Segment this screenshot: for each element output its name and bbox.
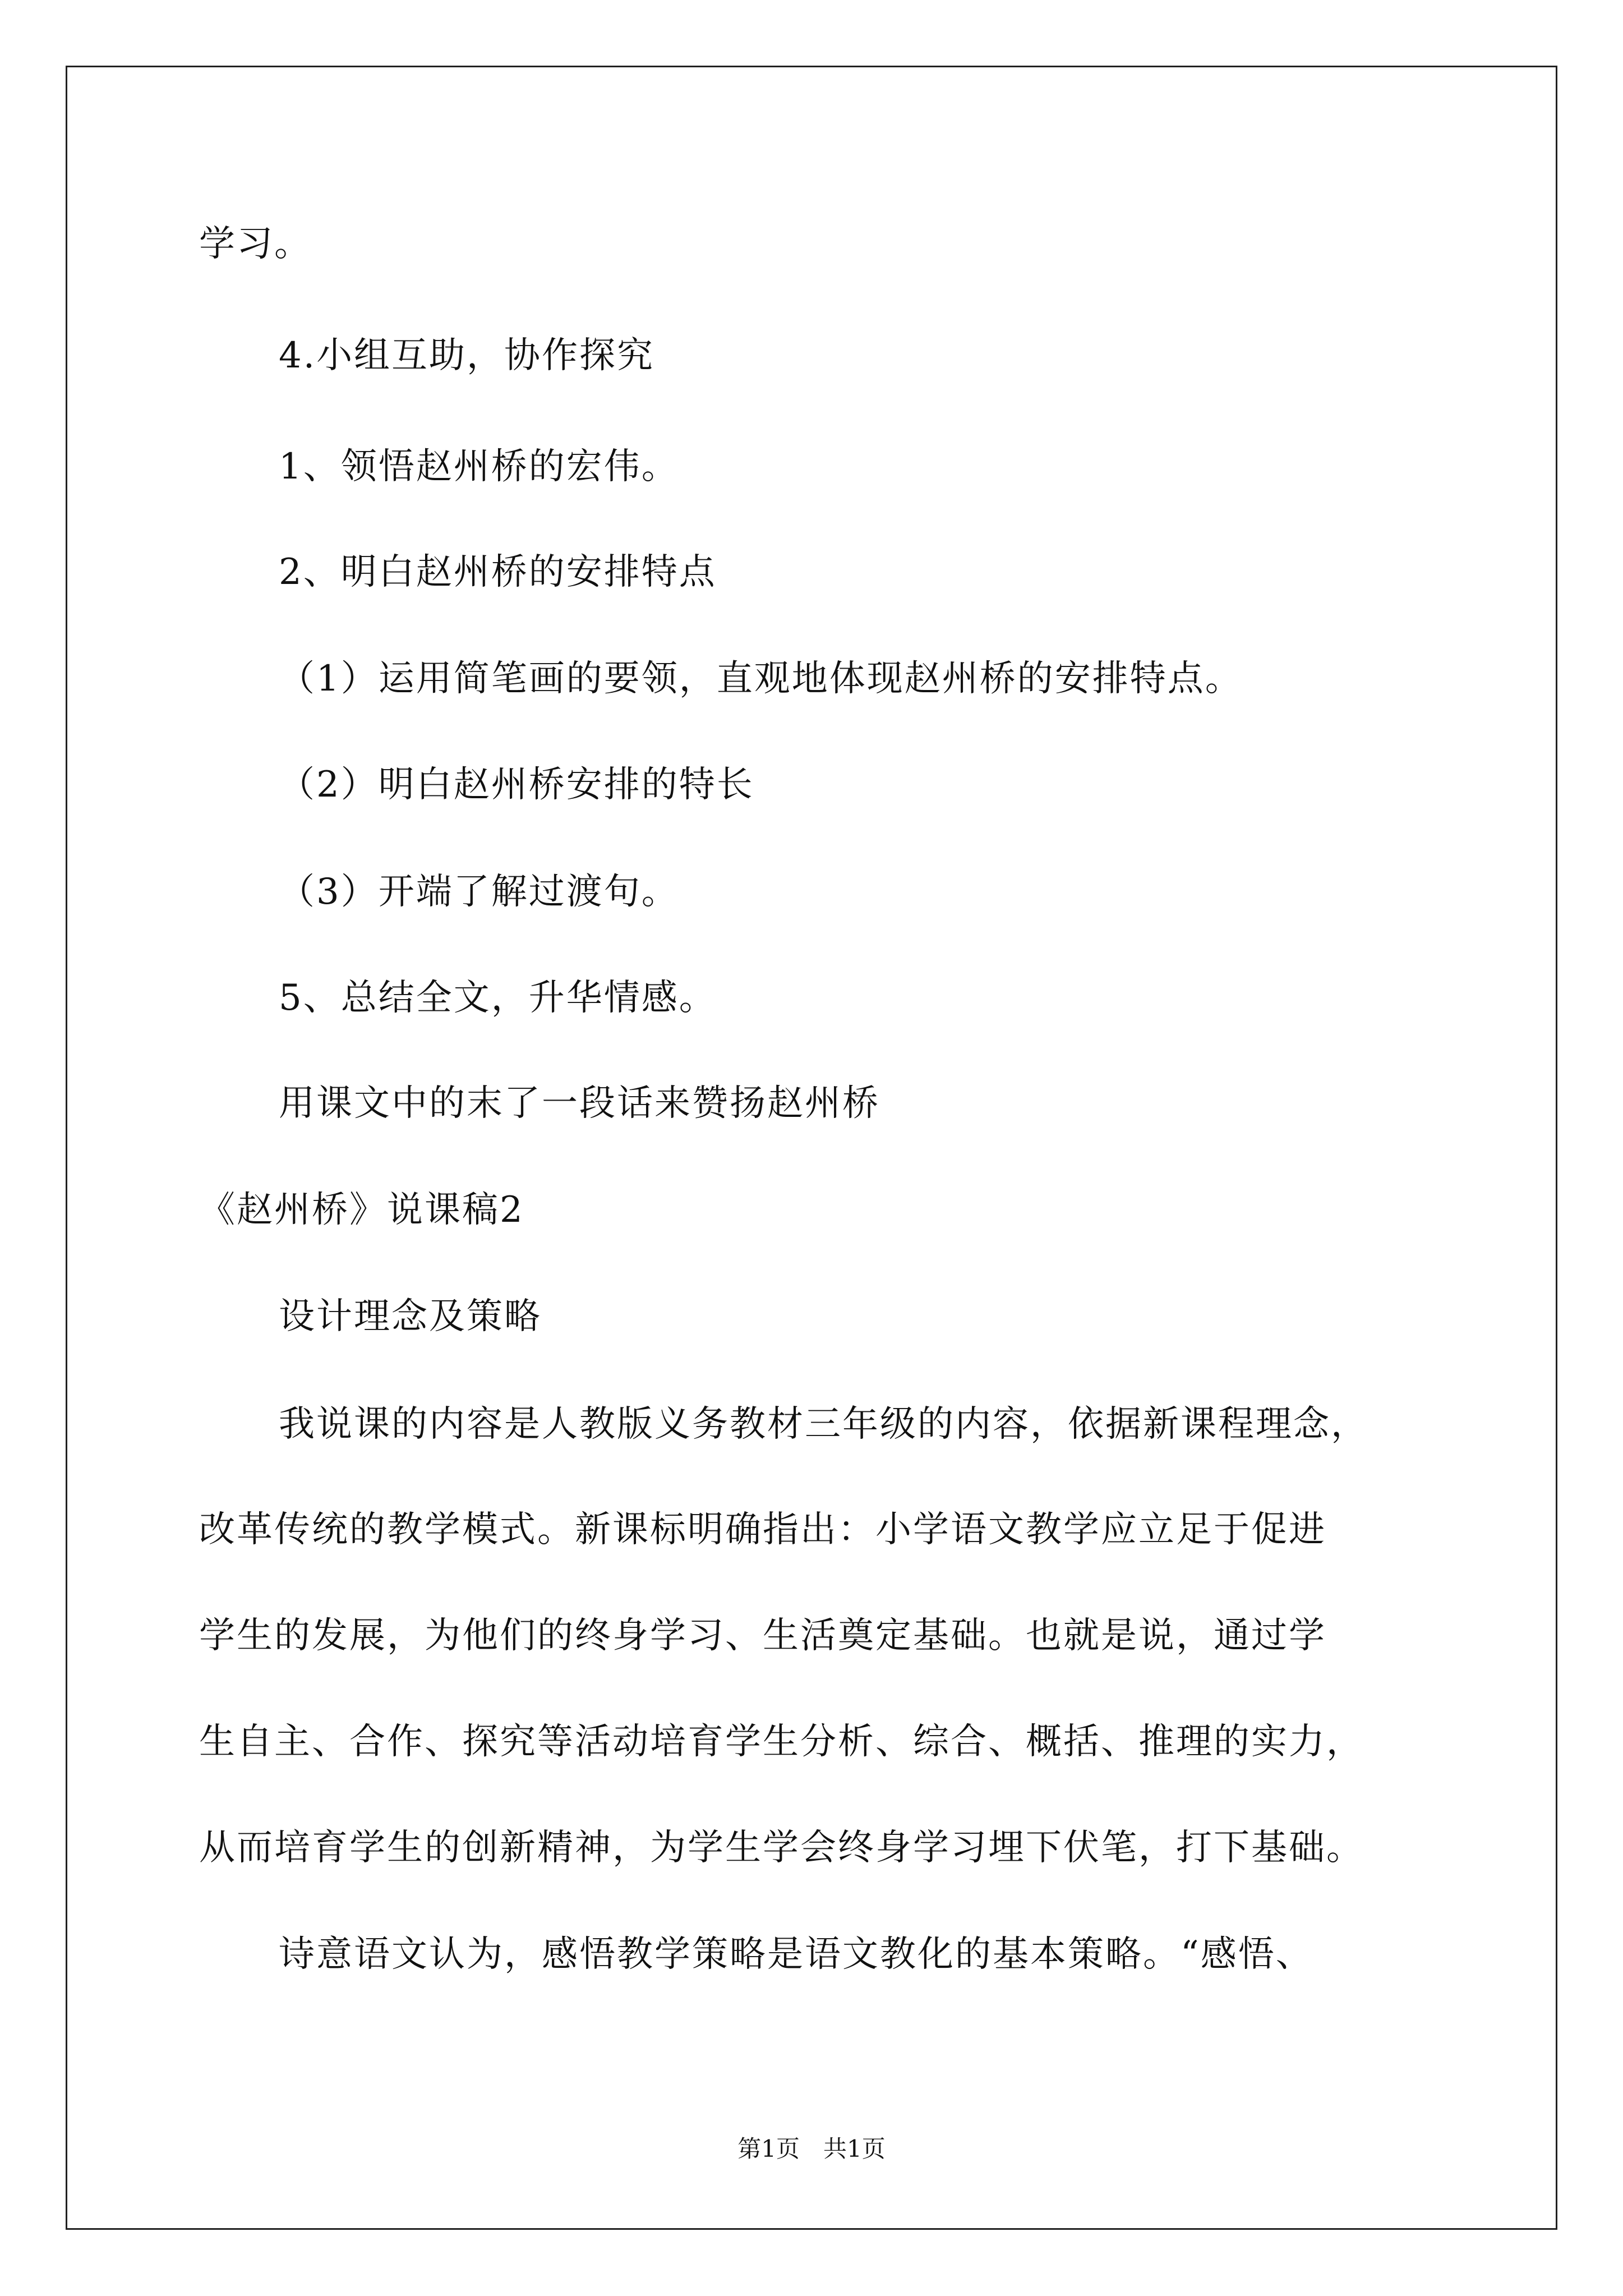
section-title: 《赵州桥》说课稿2 [199, 1189, 524, 1231]
page-border [66, 66, 1557, 2230]
text-line: 1、领悟赵州桥的宏伟。 [279, 446, 679, 487]
text-line: 学习。 [199, 223, 312, 265]
section-subtitle: 设计理念及策略 [279, 1296, 542, 1337]
text-line: 我说课的内容是人教版义务教材三年级的内容，依据新课程理念， [279, 1404, 1368, 1445]
text-line: 从而培育学生的创新精神，为学生学会终身学习埋下伏笔，打下基础。 [199, 1827, 1364, 1869]
text-line: 4.小组互助，协作探究 [279, 335, 655, 376]
text-line: （3）开端了解过渡句。 [279, 871, 679, 913]
text-line: 诗意语文认为，感悟教学策略是语文教化的基本策略。“感悟、 [279, 1934, 1313, 1975]
text-line: （1）运用简笔画的要领，直观地体现赵州桥的安排特点。 [279, 658, 1243, 700]
text-line: 改革传统的教学模式。新课标明确指出：小学语文教学应立足于促进 [199, 1509, 1326, 1550]
text-line: 2、明白赵州桥的安排特点 [279, 551, 717, 593]
text-line: （2）明白赵州桥安排的特长 [279, 764, 754, 806]
text-line: 生自主、合作、探究等活动培育学生分析、综合、概括、推理的实力， [199, 1721, 1364, 1763]
text-line: 用课文中的末了一段话来赞扬赵州桥 [279, 1083, 880, 1124]
page-footer: 第1页 共1页 [737, 2135, 886, 2162]
text-line: 5、总结全文，升华情感。 [279, 977, 717, 1019]
text-line: 学生的发展，为他们的终身学习、生活奠定基础。也就是说，通过学 [199, 1615, 1326, 1657]
